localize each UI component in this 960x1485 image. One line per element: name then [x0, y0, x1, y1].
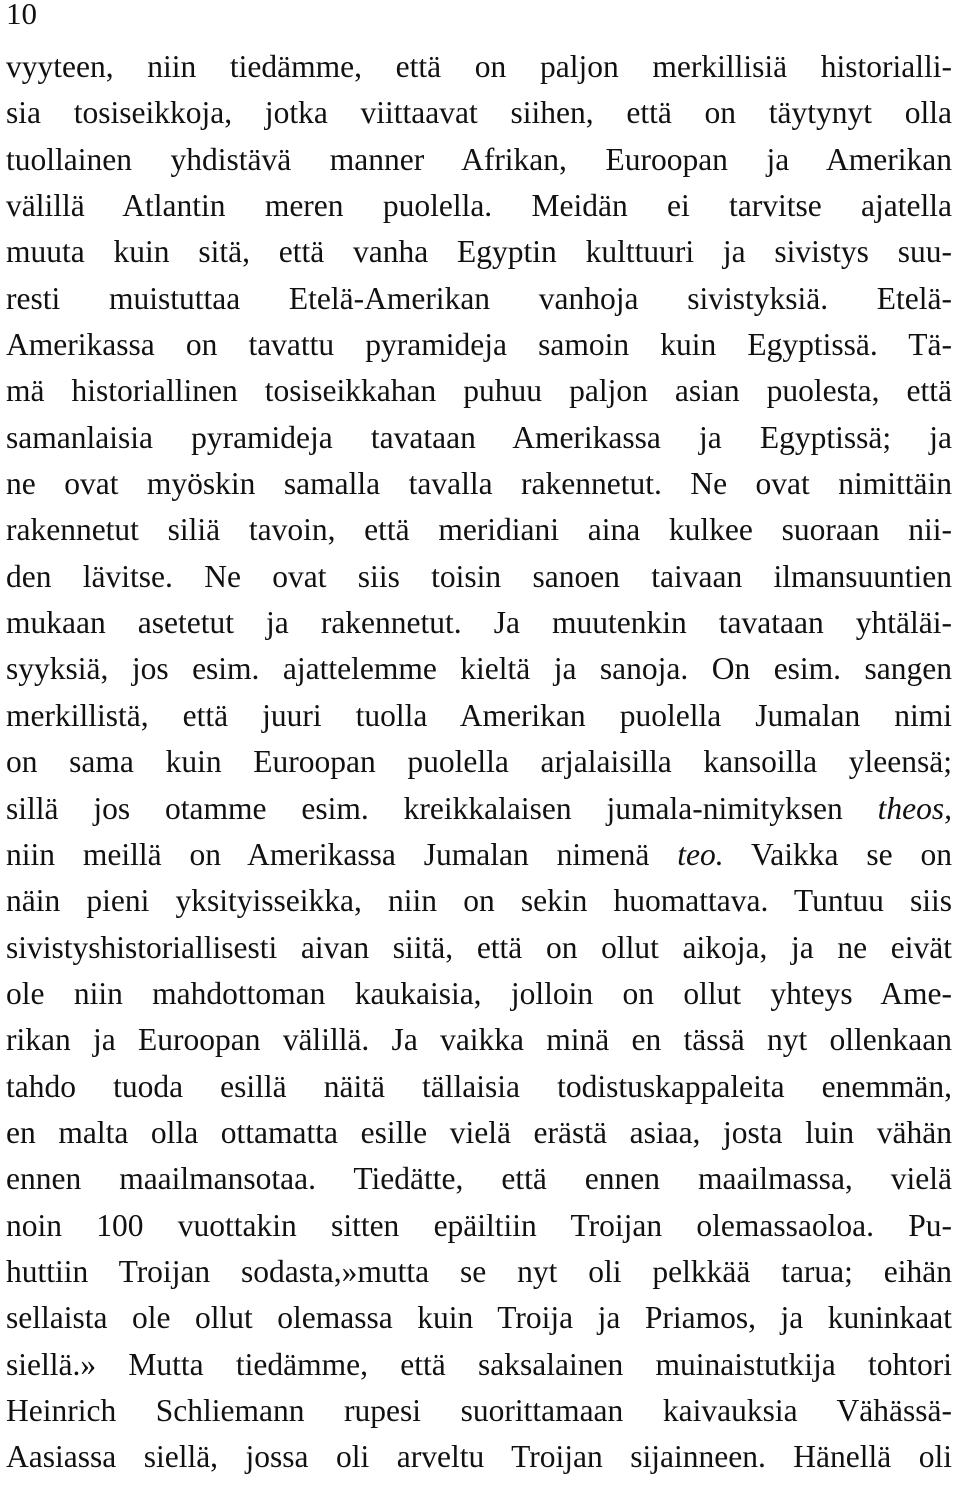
text-line: sia tosiseikkoja, jotka viittaavat siihen, että on täytynyt olla	[6, 95, 952, 131]
italic-term: theos,	[877, 790, 952, 826]
text-line: tuollainen yhdistävä manner Afrikan, Euroopan ja Amerikan	[6, 141, 952, 177]
text-line: vyyteen, niin tiedämme, että on paljon merkillisiä historialli-	[6, 49, 952, 84]
text-line: noin 100 vuottakin sitten epäiltiin Troijan olemassaoloa. Pu-	[6, 1207, 952, 1243]
text-segment: Vaikka se on	[723, 836, 952, 872]
text-line: syyksiä, jos esim. ajattelemme kieltä ja sanoja. On esim. sangen	[6, 651, 952, 687]
text-line: Amerikassa on tavattu pyramideja samoin kuin Egyptissä. Tä-	[6, 327, 952, 363]
text-segment: sillä jos otamme esim. kreikkalaisen jumala-nimityksen	[6, 790, 878, 826]
text-line: tahdo tuoda esillä näitä tällaisia todistuskappaleita enemmän,	[6, 1068, 952, 1104]
text-line: rikan ja Euroopan välillä. Ja vaikka minä en tässä nyt ollenkaan	[6, 1022, 952, 1058]
text-line: mukaan asetetut ja rakennetut. Ja muutenkin tavataan yhtäläi-	[6, 605, 952, 641]
text-line: sivistyshistoriallisesti aivan siitä, että on ollut aikoja, ja ne eivät	[6, 929, 952, 965]
text-line: ole niin mahdottoman kaukaisia, jolloin on ollut yhteys Ame-	[6, 975, 952, 1011]
text-line: resti muistuttaa Etelä-Amerikan vanhoja sivistyksiä. Etelä-	[6, 280, 952, 316]
text-line: merkillistä, että juuri tuolla Amerikan puolella Jumalan nimi	[6, 697, 952, 733]
text-line	[6, 786, 952, 832]
text-line: en malta olla ottamatta esille vielä erästä asiaa, josta luin vähän	[6, 1114, 952, 1150]
text-line	[6, 832, 952, 878]
text-line: Aasiassa siellä, jossa oli arveltu Troijan sijainneen. Hänellä oli	[6, 1439, 952, 1475]
text-line: näin pieni yksityisseikka, niin on sekin huomattava. Tuntuu siis	[6, 883, 952, 919]
text-line: ne ovat myöskin samalla tavalla rakennetut. Ne ovat nimittäin	[6, 466, 952, 502]
text-line: Heinrich Schliemann rupesi suorittamaan kaivauksia Vähässä-	[6, 1392, 952, 1428]
text-line: muuta kuin sitä, että vanha Egyptin kulttuuri ja sivistys suu-	[6, 234, 952, 270]
text-line: huttiin Troijan sodasta,»mutta se nyt oli pelkkää tarua; eihän	[6, 1253, 952, 1289]
page-number: 10	[6, 0, 37, 31]
text-line: samanlaisia pyramideja tavataan Amerikassa ja Egyptissä; ja	[6, 419, 952, 455]
text-segment: niin meillä on Amerikassa Jumalan nimenä	[6, 836, 678, 872]
text-line: siellä.» Mutta tiedämme, että saksalainen muinaistutkija tohtori	[6, 1346, 952, 1382]
text-line: on sama kuin Euroopan puolella arjalaisilla kansoilla yleensä;	[6, 744, 952, 780]
text-line: mä historiallinen tosiseikkahan puhuu paljon asian puolesta, että	[6, 373, 952, 409]
text-line: sellaista ole ollut olemassa kuin Troija ja Priamos, ja kuninkaat	[6, 1300, 952, 1336]
text-line: den lävitse. Ne ovat siis toisin sanoen taivaan ilmansuuntien	[6, 558, 952, 594]
italic-term: teo.	[677, 836, 724, 872]
text-line: välillä Atlantin meren puolella. Meidän ei tarvitse ajatella	[6, 188, 952, 224]
text-line: rakennetut siliä tavoin, että meridiani aina kulkee suoraan nii-	[6, 512, 952, 548]
text-line: ennen maailmansotaa. Tiedätte, että ennen maailmassa, vielä	[6, 1161, 952, 1197]
body-text	[6, 44, 952, 1481]
